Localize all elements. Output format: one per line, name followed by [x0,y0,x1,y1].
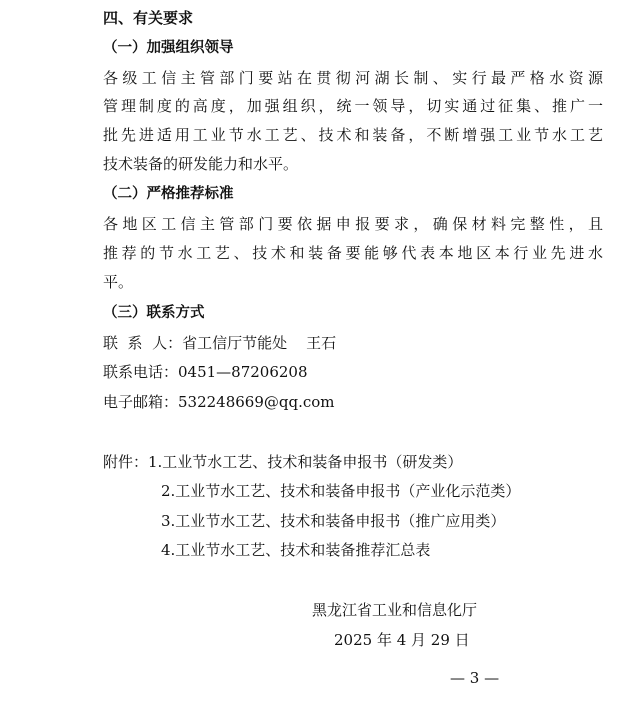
contact-email: 电子邮箱：532248669@qq.com [103,393,335,411]
section-heading: 四、有关要求 [103,9,194,27]
attachment-item: 附件：1.工业节水工艺、技术和装备申报书（研发类） [103,453,463,471]
paragraph-line: 批先进适用工业节水工艺、技术和装备，不断增强工业节水工艺 [103,126,603,144]
contact-phone: 联系电话：0451—87206208 [103,363,308,381]
paragraph-line: 技术装备的研发能力和水平。 [103,155,299,173]
attachment-item: 4.工业节水工艺、技术和装备推荐汇总表 [161,541,431,559]
subheading-contact: （三）联系方式 [103,305,205,321]
attachment-item: 3.工业节水工艺、技术和装备申报书（推广应用类） [161,512,506,530]
signature-org: 黑龙江省工业和信息化厅 [312,601,478,619]
subheading-organization: （一）加强组织领导 [103,40,234,56]
paragraph-line: 各地区工信主管部门要依据申报要求，确保材料完整性，且 [103,215,603,233]
subheading-standards: （二）严格推荐标准 [103,186,234,202]
contact-person: 联 系 人：省工信厅节能处 王石 [103,334,337,352]
paragraph-line: 推荐的节水工艺、技术和装备要能够代表本地区本行业先进水 [103,244,603,262]
paragraph-line: 管理制度的高度，加强组织，统一领导，切实通过征集、推广一 [103,97,603,115]
page-number: — 3 — [450,669,500,687]
paragraph-line: 平。 [103,273,134,291]
signature-date: 2025 年 4 月 29 日 [334,631,470,649]
paragraph-line: 各级工信主管部门要站在贯彻河湖长制、实行最严格水资源 [103,69,603,87]
attachment-item: 2.工业节水工艺、技术和装备申报书（产业化示范类） [161,482,521,500]
